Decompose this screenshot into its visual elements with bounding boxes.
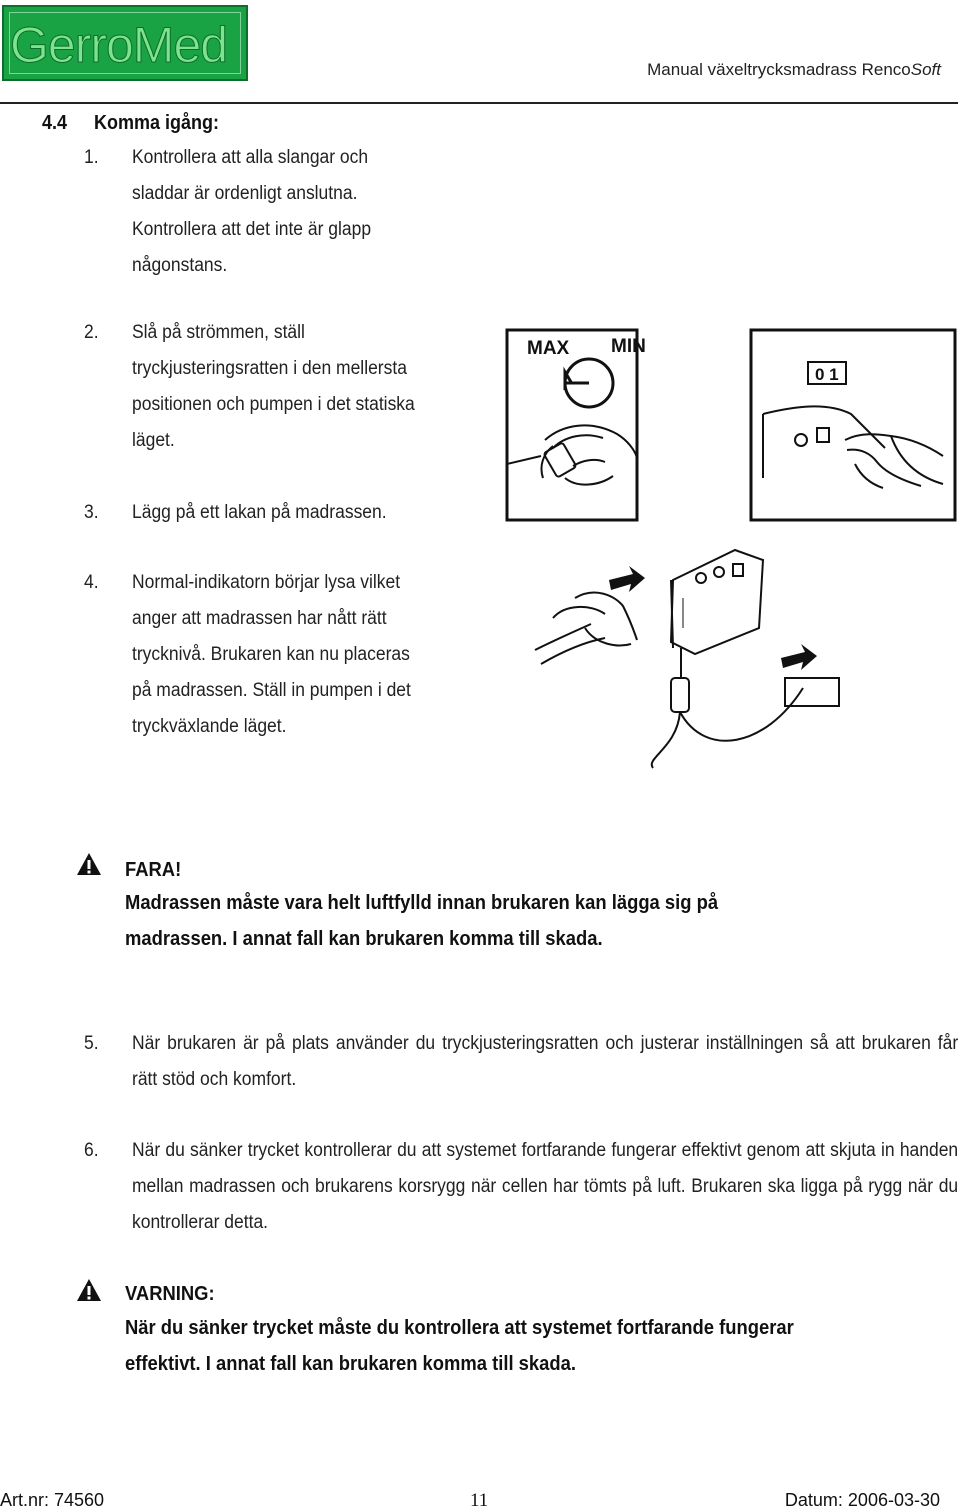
footer-article-number: Art.nr: 74560	[0, 1490, 105, 1510]
step-3-text: Lägg på ett lakan på madrassen.	[132, 502, 387, 523]
step-1-text: Kontrollera att alla slangar och sladdar är ordenligt anslutna. Kontrollera att det inte är glapp någonstans.	[132, 147, 372, 276]
arrow-icon	[609, 566, 645, 592]
step-6-text: När du sänker trycket kontrollerar du att systemet fortfarande fungerar effektivt genom att skjuta in handen mellan madrassen och brukarens korsrygg när cellen har tömts på luft. Brukaren ska ligga på rygg när du kontrollerar detta.	[132, 1140, 959, 1233]
document-title: Manual växeltrycksmadrass RencoSoft	[647, 60, 941, 79]
step-2-number: 2.	[84, 322, 99, 343]
arrow-icon	[781, 644, 817, 670]
warning-icon	[76, 852, 102, 876]
header-divider	[0, 102, 958, 104]
logo-text: GerroMed	[10, 17, 228, 73]
step-1-number: 1.	[84, 147, 99, 168]
hand-pressing-switch-drawing	[763, 406, 943, 488]
power-switch-panel	[751, 330, 955, 520]
switch-label: 0 1	[815, 365, 839, 384]
section-number: 4.4	[42, 112, 68, 134]
step-4-text: Normal-indikatorn börjar lysa vilket anger att madrassen har nått rätt trycknivå. Brukaren kan nu placeras på madrassen. Ställ in pumpen i det tryckväxlande läget.	[132, 572, 411, 737]
step-5-text: När brukaren är på plats använder du tryckjusteringsratten och justerar inställningen så att brukaren får rätt stöd och komfort.	[132, 1033, 959, 1090]
footer-page-number: 11	[470, 1490, 489, 1511]
company-logo	[2, 5, 248, 81]
warning-title: VARNING:	[125, 1283, 215, 1305]
warning-text: När du sänker trycket måste du kontrollera att systemet fortfarande fungerar effektivt. I annat fall kan brukaren komma till skada.	[125, 1317, 794, 1375]
pressure-dial-icon	[565, 359, 613, 407]
hand-turning-dial-drawing	[507, 425, 637, 484]
pressure-dial-panel	[507, 330, 646, 520]
danger-title: FARA!	[125, 859, 182, 881]
footer-date: Datum: 2006-03-30	[784, 1490, 940, 1510]
step-2-text: Slå på strömmen, ställ tryckjusteringsratten i den mellersta positionen och pumpen i det statiska läget.	[132, 322, 415, 451]
max-label: MAX	[527, 338, 570, 359]
warning-icon	[76, 1278, 102, 1302]
section-heading	[42, 112, 219, 135]
step-3-number: 3.	[84, 502, 99, 523]
step-5-number: 5.	[84, 1033, 99, 1054]
section-title: Komma igång:	[94, 112, 220, 134]
min-label: MIN	[611, 336, 646, 357]
danger-text: Madrassen måste vara helt luftfylld innan brukaren kan lägga sig på madrassen. I annat fall kan brukaren komma till skada.	[125, 892, 719, 950]
step-4-number: 4.	[84, 572, 99, 593]
step-6-number: 6.	[84, 1140, 99, 1161]
pump-setup-illustration	[505, 328, 957, 780]
